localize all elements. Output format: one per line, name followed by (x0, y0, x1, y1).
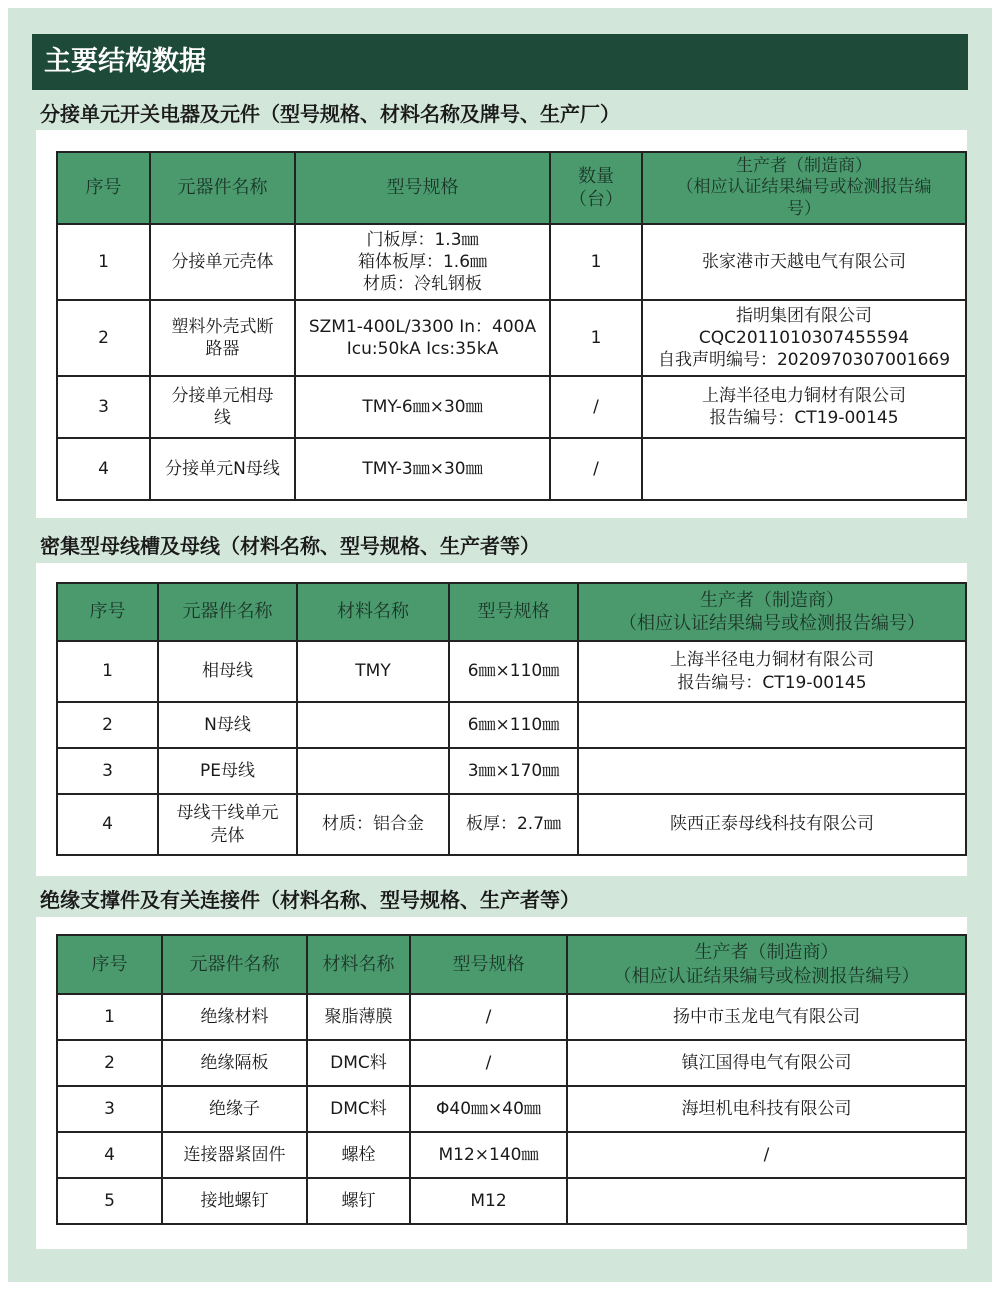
cell-maker (642, 224, 966, 300)
cell-model (295, 224, 550, 300)
cell-name: 绝缘子 (162, 1086, 307, 1132)
cell-maker: / (567, 1132, 966, 1178)
table-row (57, 641, 966, 702)
cell-name-line: 母线干线单元 (176, 803, 279, 824)
cell-material: 聚脂薄膜 (307, 994, 410, 1040)
cell-qty: 1 (550, 300, 642, 376)
header-maker-line: 生产者（制造商） (736, 156, 872, 177)
header-maker-line: 生产者（制造商） (700, 589, 844, 611)
cell-maker (642, 300, 966, 376)
header-maker (578, 583, 966, 641)
header-maker (642, 152, 966, 224)
cell-name-line: 分接单元相母 (171, 385, 274, 406)
table-row (57, 702, 966, 748)
header-maker-line: 生产者（制造商） (694, 942, 839, 964)
header-name: 元器件名称 (158, 583, 297, 641)
table-header-row (57, 583, 966, 641)
cell-material: TMY (297, 641, 449, 702)
cell-name (158, 794, 297, 855)
cell-material: 材质：铝合金 (297, 794, 449, 855)
cell-model-line: TMY-3㎜×30㎜ (362, 458, 483, 479)
cell-name (150, 376, 295, 438)
cell-name: 绝缘材料 (162, 994, 307, 1040)
cell-seq: 2 (57, 300, 150, 376)
table-row (57, 1178, 966, 1224)
cell-model: 板厚：2.7㎜ (449, 794, 578, 855)
section3-panel (36, 917, 967, 1249)
section2-table (56, 582, 967, 856)
header-qty-line: 数量 (578, 165, 614, 187)
header-name: 元器件名称 (150, 152, 295, 224)
page-background (8, 8, 992, 1282)
cell-model: M12 (410, 1178, 567, 1224)
section3-heading: 绝缘支撑件及有关连接件（材料名称、型号规格、生产者等） (40, 888, 580, 912)
cell-maker-line: 指明集团有限公司 (736, 305, 872, 326)
header-name: 元器件名称 (162, 935, 307, 994)
cell-seq: 1 (57, 641, 158, 702)
cell-model: M12×140㎜ (410, 1132, 567, 1178)
cell-model (295, 376, 550, 438)
section3-table (56, 934, 967, 1225)
table-row (57, 1132, 966, 1178)
section2-heading: 密集型母线槽及母线（材料名称、型号规格、生产者等） (40, 534, 540, 558)
header-maker-line: （相应认证结果编号或检测报告编 (676, 177, 932, 198)
header-maker (567, 935, 966, 994)
cell-model-line: 箱体板厚：1.6㎜ (357, 251, 488, 272)
cell-material: DMC料 (307, 1086, 410, 1132)
header-material: 材料名称 (307, 935, 410, 994)
cell-seq: 1 (57, 224, 150, 300)
cell-material: 螺栓 (307, 1132, 410, 1178)
cell-seq: 4 (57, 438, 150, 500)
cell-seq: 3 (57, 1086, 162, 1132)
header-model: 型号规格 (295, 152, 550, 224)
table-row (57, 300, 966, 376)
cell-seq: 2 (57, 702, 158, 748)
header-maker-line: 号） (787, 198, 821, 219)
cell-name: 相母线 (158, 641, 297, 702)
table-row (57, 748, 966, 794)
cell-model: 6㎜×110㎜ (449, 641, 578, 702)
cell-name (150, 438, 295, 500)
cell-name (150, 224, 295, 300)
cell-seq: 3 (57, 376, 150, 438)
cell-name: 接地螺钉 (162, 1178, 307, 1224)
cell-qty: / (550, 438, 642, 500)
cell-maker-line: 报告编号：CT19-00145 (709, 408, 899, 428)
cell-name-line: 分接单元壳体 (171, 251, 274, 272)
cell-maker: 陕西正泰母线科技有限公司 (578, 794, 966, 855)
table-row (57, 1040, 966, 1086)
cell-name-line: 路器 (205, 339, 240, 359)
cell-maker: 海坦机电科技有限公司 (567, 1086, 966, 1132)
section2-panel (36, 563, 967, 876)
cell-maker (642, 438, 966, 500)
section1-panel (36, 130, 967, 518)
table-row (57, 994, 966, 1040)
table-row (57, 438, 966, 500)
cell-model-line: 材质：冷轧钢板 (363, 274, 482, 295)
table-header-row (57, 935, 966, 994)
cell-model (295, 300, 550, 376)
table-header-row (57, 152, 966, 224)
page-title: 主要结构数据 (32, 34, 968, 90)
cell-seq: 1 (57, 994, 162, 1040)
cell-maker (578, 702, 966, 748)
cell-maker (578, 641, 966, 702)
cell-model: Φ40㎜×40㎜ (410, 1086, 567, 1132)
cell-maker-line: 报告编号：CT19-00145 (677, 672, 867, 693)
cell-name-line: 塑料外壳式断 (171, 316, 274, 337)
cell-material: 螺钉 (307, 1178, 410, 1224)
cell-maker: 镇江国得电气有限公司 (567, 1040, 966, 1086)
cell-maker-line: 上海半径电力铜材有限公司 (702, 385, 906, 406)
cell-maker: 扬中市玉龙电气有限公司 (567, 994, 966, 1040)
table-row (57, 224, 966, 300)
header-material: 材料名称 (297, 583, 449, 641)
header-model: 型号规格 (449, 583, 578, 641)
cell-model: / (410, 994, 567, 1040)
cell-model-line: SZM1-400L/3300 In：400A (308, 316, 537, 337)
cell-seq: 4 (57, 794, 158, 855)
header-maker-line: （相应认证结果编号或检测报告编号） (619, 613, 925, 634)
header-seq: 序号 (57, 152, 150, 224)
header-seq: 序号 (57, 583, 158, 641)
cell-model: / (410, 1040, 567, 1086)
cell-name: 连接器紧固件 (162, 1132, 307, 1178)
cell-model: 3㎜×170㎜ (449, 748, 578, 794)
header-qty (550, 152, 642, 224)
cell-model (295, 438, 550, 500)
cell-maker-line: 上海半径电力铜材有限公司 (670, 650, 874, 671)
header-model: 型号规格 (410, 935, 567, 994)
section1-heading: 分接单元开关电器及元件（型号规格、材料名称及牌号、生产厂） (40, 102, 620, 126)
cell-model-line: 门板厚：1.3㎜ (366, 229, 479, 250)
table-row (57, 794, 966, 855)
cell-qty: / (550, 376, 642, 438)
cell-name-line: 壳体 (210, 825, 245, 846)
cell-maker (578, 748, 966, 794)
cell-maker-line: 张家港市天越电气有限公司 (702, 251, 906, 272)
cell-name: PE母线 (158, 748, 297, 794)
cell-model-line: Icu:50kA Ics:35kA (346, 339, 499, 359)
cell-name: 绝缘隔板 (162, 1040, 307, 1086)
cell-seq: 3 (57, 748, 158, 794)
cell-maker-line: 自我声明编号：2020970307001669 (657, 350, 951, 371)
cell-name: N母线 (158, 702, 297, 748)
table-row (57, 1086, 966, 1132)
header-maker-line: （相应认证结果编号或检测报告编号） (613, 965, 920, 987)
cell-seq: 4 (57, 1132, 162, 1178)
cell-maker (567, 1178, 966, 1224)
cell-name-line: 分接单元N母线 (165, 458, 280, 479)
table-row (57, 376, 966, 438)
cell-name (150, 300, 295, 376)
header-qty-line: （台） (569, 189, 623, 210)
cell-name-line: 线 (214, 408, 231, 428)
cell-seq: 5 (57, 1178, 162, 1224)
cell-maker-line: CQC2011010307455594 (698, 327, 910, 348)
cell-maker (642, 376, 966, 438)
cell-model-line: TMY-6㎜×30㎜ (362, 396, 483, 417)
section1-table (56, 151, 967, 501)
header-seq: 序号 (57, 935, 162, 994)
cell-qty: 1 (550, 224, 642, 300)
cell-material: DMC料 (307, 1040, 410, 1086)
cell-seq: 2 (57, 1040, 162, 1086)
cell-model: 6㎜×110㎜ (449, 702, 578, 748)
cell-material (297, 702, 449, 748)
cell-material (297, 748, 449, 794)
